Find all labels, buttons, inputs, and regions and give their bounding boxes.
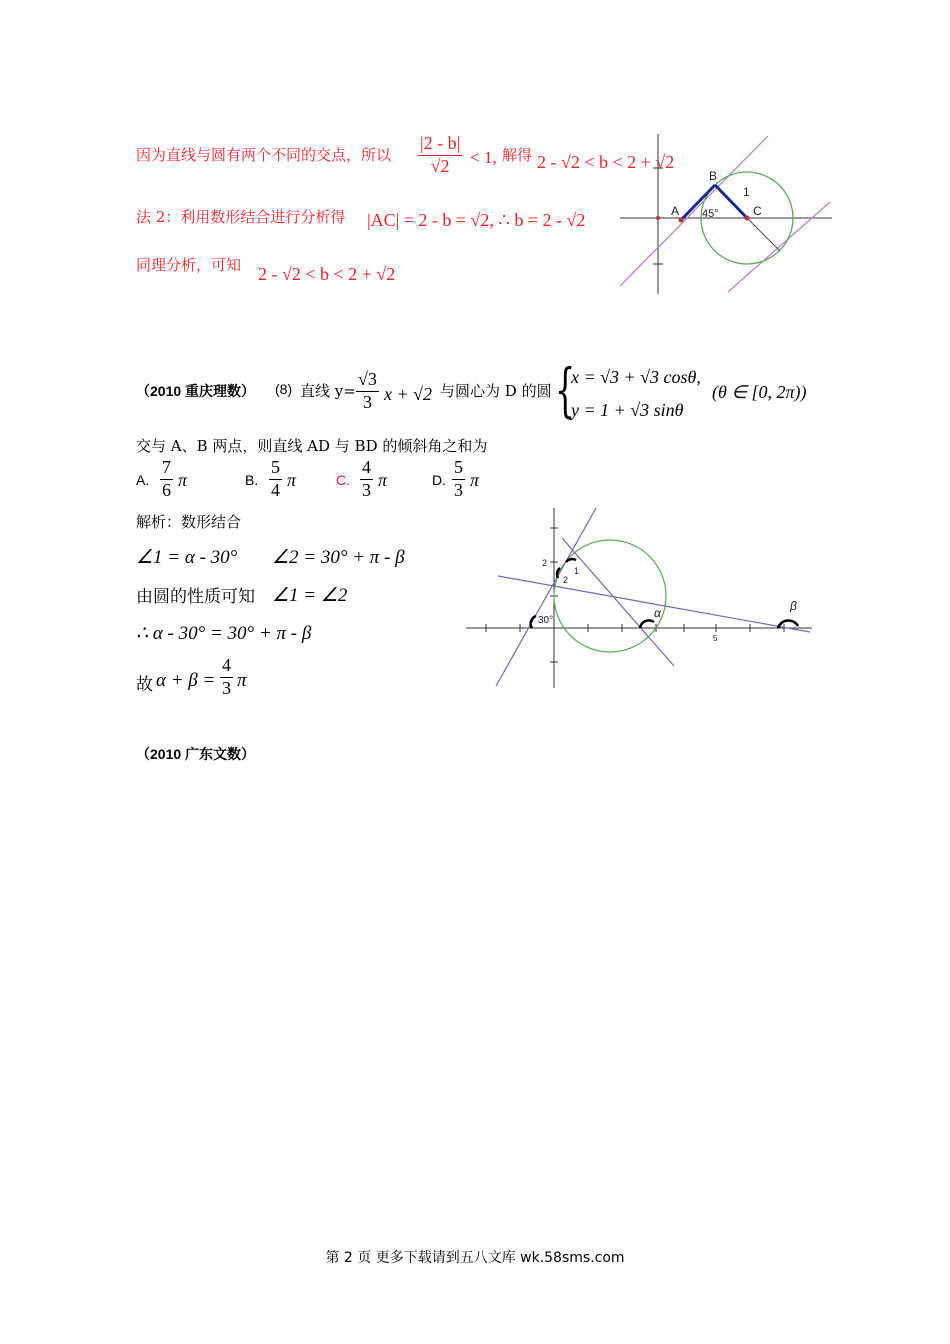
- formula-ac-length: |AC| = 2 - b = √2, ∴ b = 2 - √2: [367, 210, 586, 230]
- fraction-denominator: √2: [430, 155, 450, 176]
- option-numerator: 5: [269, 458, 282, 480]
- text-line-3-similar: 同理分析，可知: [136, 256, 242, 274]
- option-pi: π: [287, 470, 297, 490]
- point-origin: [656, 216, 660, 220]
- label-alpha: α: [654, 606, 661, 620]
- text-line-2-method2: 法 2：利用数形结合进行分析得: [136, 208, 346, 226]
- point-c: [745, 216, 750, 221]
- next-question-source: （2010 广东文数）: [136, 746, 256, 762]
- option-letter: B.: [245, 472, 259, 488]
- label-axis-two: 2: [542, 558, 548, 568]
- solution-heading: 解析：数形结合: [136, 513, 242, 531]
- param-range: (θ ∈ [0, 2π)): [712, 382, 807, 402]
- fraction-abs-over-sqrt2: [418, 134, 462, 177]
- system-brace: {: [555, 356, 576, 424]
- option-letter: D.: [432, 472, 446, 488]
- param-y-eq: y = 1 + √3 sinθ: [571, 400, 684, 420]
- final-lhs: α + β =: [156, 670, 216, 691]
- final-numerator: 4: [220, 656, 233, 678]
- label-axis-five: 5: [713, 634, 718, 643]
- option-letter: C.: [336, 472, 350, 488]
- label-beta: β: [790, 599, 797, 613]
- option-denominator: 3: [454, 479, 463, 500]
- label-one: 1: [743, 185, 750, 199]
- inequality-less-than-one: < 1,: [470, 148, 497, 167]
- question-number: (8): [275, 381, 293, 397]
- figure-circle-angle-lines: [462, 504, 816, 690]
- question-source: （2010 重庆理数）: [136, 383, 256, 399]
- angle-arc-30: [531, 616, 536, 628]
- option-numerator: 4: [360, 458, 373, 480]
- point-a: [679, 218, 684, 223]
- text-line-1-intro: 因为直线与圆有两个不同的交点，所以: [136, 146, 392, 164]
- label-c: C: [753, 204, 762, 218]
- slope-tail: x + √2: [384, 384, 433, 404]
- result-inequality-1: 2 - √2 < b < 2 + √2: [537, 152, 675, 172]
- label-angle-45: 45°: [702, 208, 719, 220]
- option-letter: A.: [136, 472, 150, 488]
- param-x-eq: x = √3 + √3 cosθ,: [571, 367, 701, 387]
- final-denominator: 3: [222, 677, 231, 698]
- option-pi: π: [378, 470, 388, 490]
- option-denominator: 3: [362, 479, 371, 500]
- line-ad: [562, 538, 674, 666]
- option-fraction: [160, 458, 173, 501]
- equation-angle-2: ∠2 = 30° + π - β: [272, 547, 405, 568]
- slope-denominator: 3: [362, 391, 372, 412]
- angle-arc-1: [566, 559, 576, 562]
- result-inequality-2: 2 - √2 < b < 2 + √2: [258, 264, 396, 284]
- angle-arc-alpha: [640, 620, 654, 628]
- option-fraction: [360, 458, 373, 501]
- final-pi: π: [237, 670, 247, 691]
- line-through-a-steep: [496, 508, 596, 686]
- text-solve: 解得: [502, 146, 533, 164]
- page-footer: 第 2 页 更多下载请到五八文库 wk.58sms.com: [325, 1250, 625, 1266]
- option-numerator: 7: [160, 458, 173, 480]
- option-pi: π: [470, 470, 480, 490]
- question-stem-line2: 交与 A、B 两点，则直线 AD 与 BD 的倾斜角之和为: [136, 437, 488, 455]
- final-prefix: 故: [136, 675, 153, 695]
- label-angle-two: 2: [563, 575, 569, 585]
- option-numerator: 5: [452, 458, 465, 480]
- slope-numerator: √3: [356, 370, 379, 392]
- radius-to-tangent: [747, 218, 780, 251]
- option-denominator: 4: [271, 479, 280, 500]
- question-stem-pre: 直线 y=: [300, 382, 356, 400]
- label-a: A: [671, 204, 680, 218]
- fraction-numerator: |2 - b|: [418, 134, 462, 156]
- equation-angle-1: ∠1 = α - 30°: [136, 547, 238, 568]
- option-pi: π: [178, 470, 188, 490]
- option-fraction: [452, 458, 465, 501]
- label-b: B: [709, 169, 718, 183]
- circle-property-eq: ∠1 = ∠2: [272, 585, 348, 606]
- axis-ticks: [486, 528, 784, 662]
- option-denominator: 6: [162, 479, 171, 500]
- slope-fraction: [356, 370, 379, 413]
- equation-therefore: ∴ α - 30° = 30° + π - β: [136, 623, 312, 644]
- question-stem-mid: 与圆心为 D 的圆: [440, 382, 552, 400]
- label-angle-one: 1: [574, 566, 580, 576]
- circle-property-text: 由圆的性质可知: [136, 587, 255, 607]
- figure-circle-tangent-lines: [620, 134, 832, 294]
- final-fraction: [220, 656, 233, 699]
- option-fraction: [269, 458, 282, 501]
- label-angle-30: 30°: [538, 615, 554, 626]
